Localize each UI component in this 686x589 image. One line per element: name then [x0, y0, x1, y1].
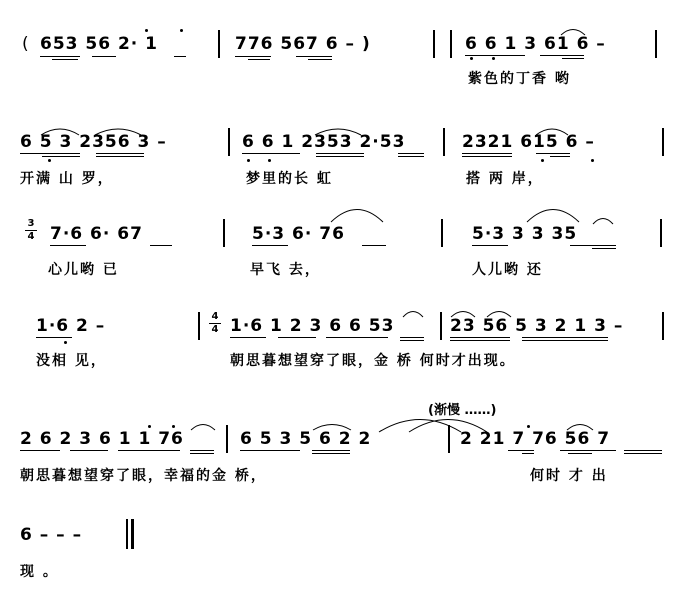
- underline: [465, 55, 525, 56]
- underline: [592, 248, 616, 249]
- dot-low: [247, 159, 250, 162]
- dot-low: [470, 57, 473, 60]
- dot-low: [48, 159, 51, 162]
- slur: [312, 421, 352, 431]
- underline: [362, 245, 386, 246]
- underline: [400, 337, 424, 338]
- slur: [402, 308, 424, 318]
- underline: [312, 450, 350, 451]
- underline: [278, 337, 316, 338]
- underline: [20, 450, 60, 451]
- final-barline-thin: [126, 519, 128, 549]
- lyric-line: 何时 才 出: [530, 468, 608, 484]
- underline: [450, 337, 510, 338]
- dot-low: [591, 159, 594, 162]
- underline: [190, 450, 214, 451]
- barline: [198, 312, 200, 340]
- barline: [228, 128, 230, 156]
- system-4: [0, 290, 686, 385]
- measure-5-3: 2 21 7 76 56 7: [460, 429, 611, 449]
- dot-high: [180, 29, 183, 32]
- underline: [462, 156, 512, 157]
- underline: [326, 337, 388, 338]
- underline: [568, 453, 592, 454]
- underline: [462, 153, 512, 154]
- time-signature-bottom: 4: [27, 231, 35, 242]
- lyric-line: 朝思暮想望穿了眼，幸福的金 桥，: [20, 468, 267, 484]
- tempo-marking: (渐慢 ……): [428, 403, 497, 418]
- underline: [20, 153, 80, 154]
- measure-6-1: 6 – – –: [20, 525, 83, 545]
- underline: [316, 153, 364, 154]
- underline: [316, 156, 364, 157]
- lyric-line: 紫色的丁香 哟: [468, 71, 571, 87]
- underline: [235, 56, 271, 57]
- system-1: [0, 0, 686, 100]
- underline: [550, 156, 570, 157]
- barline: [448, 425, 450, 453]
- dot-high: [527, 425, 530, 428]
- measure-2-1: 6 5 3 2356 3 –: [20, 132, 167, 152]
- measure-1-2: 776 567 6 – ): [235, 34, 371, 54]
- slur: [566, 421, 594, 431]
- underline: [296, 56, 332, 57]
- slur: [330, 203, 384, 223]
- underline: [40, 56, 80, 57]
- underline: [230, 337, 266, 338]
- system-3: [0, 195, 686, 290]
- underline: [522, 453, 534, 454]
- underline: [398, 153, 424, 154]
- dot-low: [541, 159, 544, 162]
- measure-5-1: 2 6 2 3 6 1 1 76: [20, 429, 184, 449]
- dot-high: [172, 425, 175, 428]
- dot-low: [64, 341, 67, 344]
- underline: [36, 337, 72, 338]
- barline: [655, 30, 657, 58]
- time-signature-top: 4: [211, 311, 219, 322]
- system-2: [0, 100, 686, 195]
- slur: [592, 215, 614, 225]
- underline: [150, 245, 172, 246]
- underline: [96, 153, 144, 154]
- underline: [240, 450, 300, 451]
- measure-2-3: 2321 615 6 –: [462, 132, 595, 152]
- time-signature-bottom: 4: [211, 324, 219, 335]
- underline: [190, 453, 214, 454]
- underline: [560, 450, 616, 451]
- measure-4-2: 1·6 1 2 3 6 6 53: [230, 316, 395, 336]
- dot-low: [492, 57, 495, 60]
- underline: [308, 59, 332, 60]
- underline: [450, 340, 510, 341]
- slur: [190, 421, 216, 431]
- barline: [662, 312, 664, 340]
- barline: [660, 219, 662, 247]
- underline: [472, 245, 508, 246]
- underline: [92, 56, 116, 57]
- underline: [624, 453, 662, 454]
- barline: [440, 312, 442, 340]
- system-6: [0, 495, 686, 589]
- measure-3-1: 7·6 6· 67: [50, 224, 143, 244]
- paren-open: (: [22, 34, 30, 54]
- underline: [508, 450, 534, 451]
- lyric-line: 没相 见，: [36, 353, 107, 369]
- lyric-line: 开满 山 罗，: [20, 171, 114, 187]
- dot-low: [268, 159, 271, 162]
- measure-4-1: 1·6 2 –: [36, 316, 106, 336]
- lyric-line: 梦里的长 虹: [246, 171, 333, 187]
- system-5: [0, 385, 686, 495]
- measure-3-2: 5·3 6· 76: [252, 224, 345, 244]
- measure-5-2: 6 5 3 5 6 2 2: [240, 429, 372, 449]
- underline: [570, 245, 616, 246]
- underline: [96, 156, 144, 157]
- barline: [450, 30, 452, 58]
- underline: [400, 340, 424, 341]
- lyric-line: 现 。: [20, 564, 59, 580]
- barline: [223, 219, 225, 247]
- measure-1-1: 653 56 2· 1: [40, 34, 159, 54]
- underline: [562, 58, 584, 59]
- barline: [662, 128, 664, 156]
- underline: [242, 153, 300, 154]
- barline: [218, 30, 220, 58]
- underline: [52, 59, 78, 60]
- measure-1-3: 6 6 1 3 61 6 –: [465, 34, 606, 54]
- lyric-line: 早飞 去，: [250, 262, 321, 278]
- measure-2-2: 6 6 1 2353 2·53: [242, 132, 406, 152]
- underline: [536, 153, 570, 154]
- underline: [252, 245, 288, 246]
- barline: [443, 128, 445, 156]
- underline: [42, 156, 80, 157]
- underline: [174, 56, 186, 57]
- underline: [398, 156, 424, 157]
- underline: [312, 453, 350, 454]
- lyric-line: 心儿哟 已: [48, 262, 119, 278]
- barline: [226, 425, 228, 453]
- underline: [50, 245, 86, 246]
- barline: [433, 30, 435, 58]
- underline: [522, 337, 608, 338]
- underline: [624, 450, 662, 451]
- time-signature-top: 3: [27, 218, 35, 229]
- underline: [70, 450, 108, 451]
- barline: [441, 219, 443, 247]
- measure-4-3: 23 56 5 3 2 1 3 –: [450, 316, 624, 336]
- dot-high: [145, 29, 148, 32]
- underline: [118, 450, 180, 451]
- lyric-line: 人儿哟 还: [472, 262, 543, 278]
- lyric-line: 朝思暮想望穿了眼，金 桥 何时才出现。: [230, 353, 516, 369]
- slur: [560, 26, 586, 36]
- slur: [526, 203, 580, 223]
- underline: [522, 340, 608, 341]
- final-barline-thick: [131, 519, 134, 549]
- lyric-line: 搭 两 岸，: [466, 171, 544, 187]
- measure-3-3: 5·3 3 3 35: [472, 224, 578, 244]
- underline: [248, 59, 270, 60]
- dot-high: [148, 425, 151, 428]
- underline: [540, 55, 584, 56]
